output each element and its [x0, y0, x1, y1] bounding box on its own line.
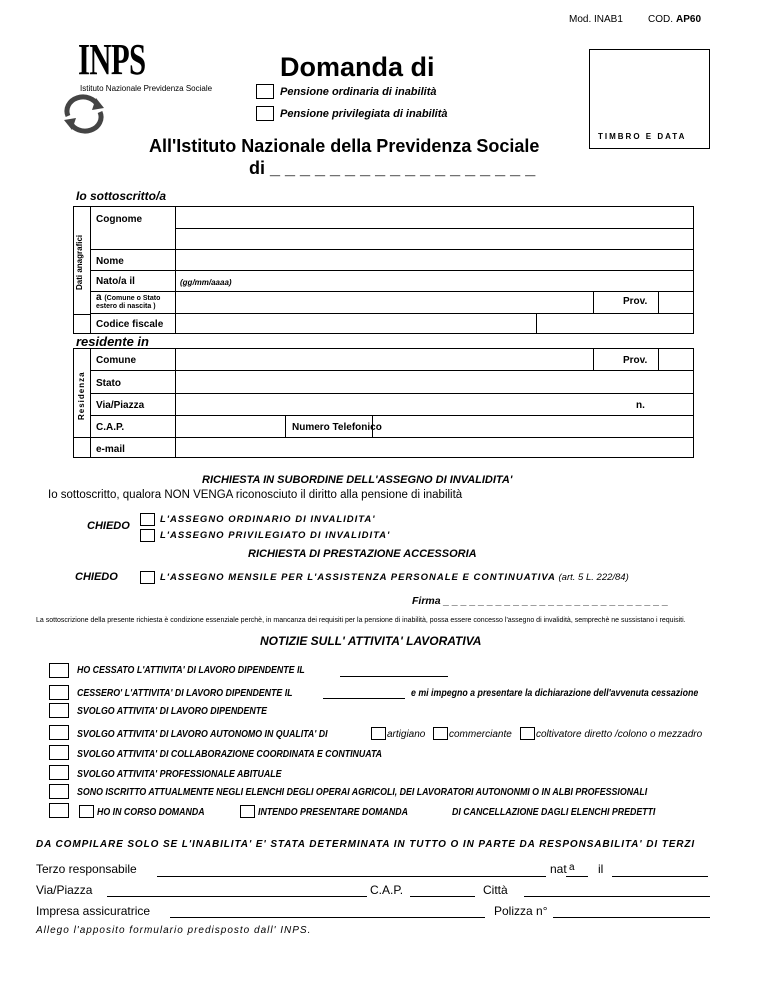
prov-nascita-label: Prov.	[623, 296, 648, 307]
date-format-hint: (gg/mm/aaaa)	[180, 278, 232, 287]
pensione-privilegiata-label: Pensione privilegiata di inabilità	[280, 108, 448, 120]
dati-anagrafici-side-label: Dati anagrafici	[75, 234, 84, 290]
prov-residenza-label: Prov.	[623, 355, 648, 366]
nome-label: Nome	[96, 256, 124, 267]
commerciante-checkbox[interactable]	[433, 727, 448, 740]
email-field[interactable]	[176, 438, 693, 457]
comune-label: Comune	[96, 355, 136, 366]
lavoro-dipendente-label: SVOLGO ATTIVITA' DI LAVORO DIPENDENTE	[77, 706, 267, 717]
cognome-field[interactable]	[176, 207, 693, 249]
artigiano-checkbox[interactable]	[371, 727, 386, 740]
terzo-data-field[interactable]	[612, 876, 708, 877]
terzo-responsabile-field[interactable]	[157, 876, 546, 877]
form-code: Mod. INAB1	[569, 14, 623, 25]
numero-civico-label: n.	[636, 400, 645, 411]
iscritto-elenchi-label: SONO ISCRITTO ATTUALMENTE NEGLI ELENCHI DEGLI OPERAI AGRICOLI, DEI LAVORATORI AUTONONMI O IN ALBI PROFESSIONALI	[77, 787, 648, 798]
lavoro-autonomo-label: SVOLGO ATTIVITA' DI LAVORO AUTONOMO IN QUALITA' DI	[77, 729, 328, 740]
disclaimer: La sottoscrizione della presente richiesta è condizione essenziale perchè, in mancanza dei requisiti per la pensione di inabilità, possa essere concesso l'assegno di invalidità, semprechè ne sussistano i requisiti.	[36, 617, 686, 624]
artigiano-label: artigiano	[387, 729, 426, 740]
assegno-ordinario-checkbox[interactable]	[140, 513, 155, 526]
terzi-via-label: Via/Piazza	[36, 883, 93, 897]
assegno-mensile-checkbox[interactable]	[140, 571, 155, 584]
ho-cessato-date-field[interactable]	[340, 676, 448, 677]
coltivatore-label: coltivatore diretto /colono o mezzadro	[536, 729, 703, 740]
chiedo-label-1: CHIEDO	[87, 520, 130, 532]
ho-in-corso-checkbox[interactable]	[79, 805, 94, 818]
cap-field[interactable]	[176, 416, 285, 437]
ho-in-corso-label: HO IN CORSO DOMANDA	[97, 807, 205, 818]
telefono-field[interactable]	[374, 416, 693, 437]
collaborazione-checkbox[interactable]	[49, 745, 69, 760]
cognome-label: Cognome	[96, 214, 143, 225]
ho-cessato-checkbox[interactable]	[49, 663, 69, 678]
codice-fiscale-field[interactable]	[176, 314, 693, 333]
terzi-title: DA COMPILARE SOLO SE L'INABILITA' E' STATA DETERMINATA IN TUTTO O IN PARTE DA RESPONSABILITA' DI TERZI	[36, 839, 696, 850]
commerciante-label: commerciante	[449, 729, 512, 740]
cessero-date-field[interactable]	[323, 698, 405, 699]
iscritto-elenchi-checkbox[interactable]	[49, 784, 69, 799]
allego-note: Allego l'apposito formulario predisposto dall' INPS.	[36, 925, 312, 936]
terzi-cap-label: C.A.P.	[370, 883, 404, 897]
cap-label: C.A.P.	[96, 422, 125, 433]
via-piazza-label: Via/Piazza	[96, 400, 145, 411]
io-sottoscritto: Io sottoscritto/a	[76, 189, 167, 203]
luogo-nascita-sublabel: estero di nascita )	[96, 303, 156, 310]
terzi-via-field[interactable]	[107, 896, 367, 897]
logo-text: INPS	[78, 35, 146, 84]
firma-line[interactable]: Firma _ _ _ _ _ _ _ _ _ _ _ _ _ _ _ _ _ _ _ _ _ _ _ _ _ _	[412, 595, 669, 607]
cancellazione-label: DI CANCELLAZIONE DAGLI ELENCHI PREDETTI	[452, 807, 656, 818]
domanda-title: Domanda di	[280, 52, 435, 82]
cessero-label: CESSERO' L'ATTIVITA' DI LAVORO DIPENDENTE IL	[77, 688, 293, 699]
nat-label: nat	[550, 862, 567, 876]
pensione-ordinaria-checkbox[interactable]	[256, 84, 274, 99]
nato-il-field[interactable]	[176, 271, 693, 291]
numero-civico-field[interactable]	[650, 394, 693, 415]
impresa-label: Impresa assicuratrice	[36, 904, 151, 918]
via-piazza-field[interactable]	[176, 394, 636, 415]
assegno-ordinario-label: L'ASSEGNO ORDINARIO DI INVALIDITA'	[160, 514, 376, 525]
prov-residenza-field[interactable]	[660, 349, 693, 370]
subordine-title: RICHIESTA IN SUBORDINE DELL'ASSEGNO DI INVALIDITA'	[202, 474, 513, 486]
sede-line: di _ _ _ _ _ _ _ _ _ _ _ _ _ _ _ _ _ _	[249, 158, 536, 178]
cessero-checkbox[interactable]	[49, 685, 69, 700]
intendo-presentare-label: INTENDO PRESENTARE DOMANDA	[258, 807, 408, 818]
stato-label: Stato	[96, 378, 121, 389]
telefono-label: Numero Telefonico	[292, 422, 382, 433]
residente-in-label: residente in	[76, 334, 149, 349]
chiedo-label-2: CHIEDO	[75, 571, 118, 583]
institute-heading: All'Istituto Nazionale della Previdenza Sociale	[149, 136, 540, 156]
residenza-side-label: Residenza	[77, 371, 86, 420]
logo-subtitle: Istituto Nazionale Previdenza Sociale	[80, 84, 213, 93]
codice-fiscale-label: Codice fiscale	[96, 319, 164, 330]
il-label: il	[598, 862, 604, 876]
recycle-arrows-icon	[62, 94, 106, 134]
terzi-cap-field[interactable]	[410, 896, 475, 897]
terzo-responsabile-label: Terzo responsabile	[36, 862, 137, 876]
professionale-label: SVOLGO ATTIVITA' PROFESSIONALE ABITUALE	[77, 769, 282, 780]
cancellazione-checkbox[interactable]	[49, 803, 69, 818]
assegno-mensile-row: L'ASSEGNO MENSILE PER L'ASSISTENZA PERSONALE E CONTINUATIVA (art. 5 L. 222/84)	[160, 572, 629, 583]
accessoria-title: RICHIESTA DI PRESTAZIONE ACCESSORIA	[248, 548, 477, 560]
cessero-impegno-label: e mi impegno a presentare la dichiarazione dell'avvenuta cessazione	[411, 688, 699, 699]
lavoro-dipendente-checkbox[interactable]	[49, 703, 69, 718]
stato-field[interactable]	[176, 371, 693, 393]
pensione-ordinaria-label: Pensione ordinaria di inabilità	[280, 86, 437, 98]
citta-field[interactable]	[524, 896, 710, 897]
citta-label: Città	[483, 883, 508, 897]
nat-suffix: a	[569, 862, 575, 873]
stamp-label: TIMBRO E DATA	[598, 132, 687, 141]
inps-logo	[62, 36, 232, 136]
polizza-field[interactable]	[553, 917, 710, 918]
nato-il-label: Nato/a il	[96, 276, 135, 287]
ho-cessato-label: HO CESSATO L'ATTIVITA' DI LAVORO DIPENDENTE IL	[77, 665, 305, 676]
subordine-text: Io sottoscritto, qualora NON VENGA riconosciuto il diritto alla pensione di inabilità	[48, 489, 463, 501]
email-label: e-mail	[96, 444, 125, 455]
assegno-privilegiato-checkbox[interactable]	[140, 529, 155, 542]
cod-label: COD.	[648, 14, 673, 25]
nome-field[interactable]	[176, 250, 693, 270]
pensione-privilegiata-checkbox[interactable]	[256, 106, 274, 121]
polizza-label: Polizza n°	[494, 904, 548, 918]
professionale-checkbox[interactable]	[49, 765, 69, 780]
collaborazione-label: SVOLGO ATTIVITA' DI COLLABORAZIONE COORDINATA E CONTINUATA	[77, 749, 383, 760]
coltivatore-checkbox[interactable]	[520, 727, 535, 740]
prov-nascita-field[interactable]	[660, 292, 693, 313]
luogo-nascita-label: a (Comune o Stato	[96, 292, 161, 303]
assegno-privilegiato-label: L'ASSEGNO PRIVILEGIATO DI INVALIDITA'	[160, 530, 391, 541]
luogo-nascita-field[interactable]	[176, 292, 593, 313]
notizie-title: NOTIZIE SULL' ATTIVITA' LAVORATIVA	[260, 634, 482, 648]
lavoro-autonomo-checkbox[interactable]	[49, 725, 69, 740]
impresa-field[interactable]	[170, 917, 485, 918]
comune-field[interactable]	[176, 349, 593, 370]
intendo-presentare-checkbox[interactable]	[240, 805, 255, 818]
cod-value: AP60	[676, 14, 702, 25]
